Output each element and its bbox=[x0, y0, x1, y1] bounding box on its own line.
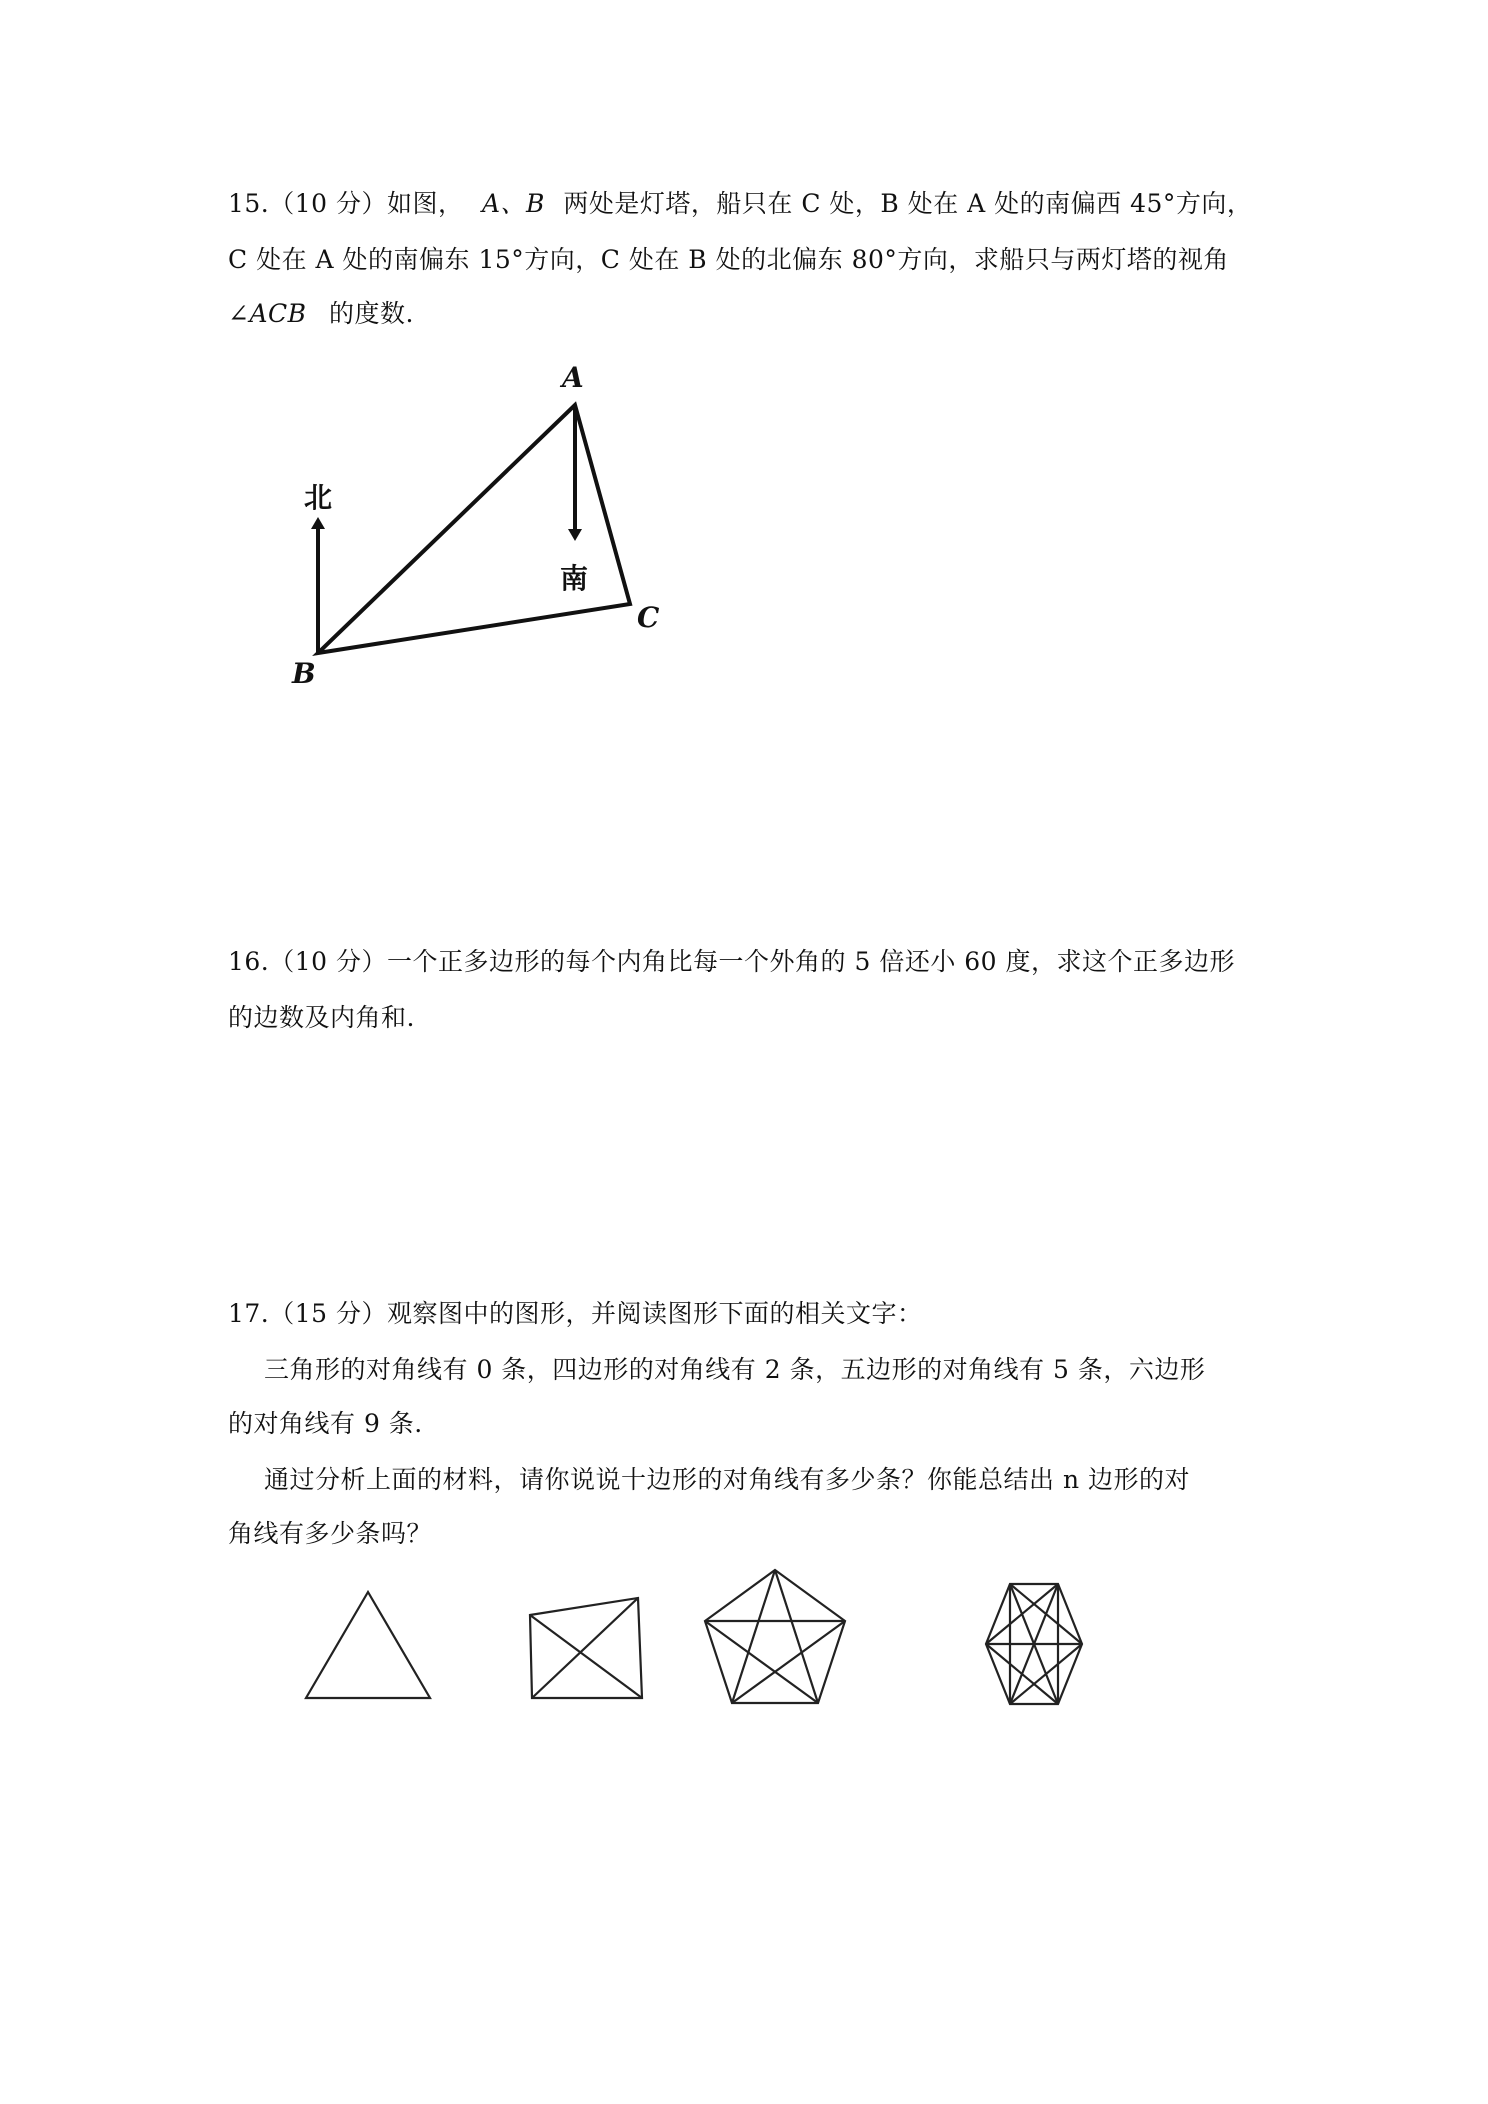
q15-line-3-rest: 的度数. bbox=[328, 299, 414, 328]
triangle-shape bbox=[306, 1592, 430, 1698]
q16-line-2: 的边数及内角和. bbox=[228, 1003, 415, 1032]
label-b: B bbox=[292, 657, 316, 690]
q16-line-1: 16.（10 分）一个正多边形的每个内角比每一个外角的 5 倍还小 60 度，求这个正多边形 bbox=[228, 947, 1236, 976]
q15-math-ab: A、B bbox=[481, 189, 545, 218]
q17-line-5: 角线有多少条吗？ bbox=[228, 1519, 433, 1548]
pentagon-shape bbox=[705, 1570, 845, 1703]
q15-number-and-points: 15.（10 分）如图， bbox=[228, 189, 464, 218]
q15-math-angle-acb: ∠ACB bbox=[228, 299, 307, 328]
q15-triangle-figure bbox=[280, 355, 700, 695]
q15-line-2: C 处在 A 处的南偏东 15°方向，C 处在 B 处的北偏东 80°方向，求船只与两灯塔的视角 bbox=[228, 245, 1229, 274]
q15-line-3 bbox=[228, 296, 414, 332]
q15-line-1-rest: 两处是灯塔，船只在 C 处，B 处在 A 处的南偏西 45°方向， bbox=[563, 189, 1253, 218]
label-north: 北 bbox=[304, 481, 333, 514]
quadrilateral-shape bbox=[530, 1598, 642, 1698]
q17-line-4: 通过分析上面的材料，请你说说十边形的对角线有多少条？你能总结出 n 边形的对 bbox=[264, 1465, 1190, 1494]
label-c: C bbox=[637, 601, 660, 634]
q17-line-3: 的对角线有 9 条. bbox=[228, 1409, 423, 1438]
hexagon-shape bbox=[986, 1584, 1082, 1704]
q17-line-1: 17.（15 分）观察图中的图形，并阅读图形下面的相关文字： bbox=[228, 1299, 923, 1328]
q15-line-1 bbox=[228, 186, 1252, 222]
q17-polygons-figure bbox=[290, 1560, 1150, 1730]
label-south: 南 bbox=[560, 562, 589, 595]
label-a: A bbox=[562, 361, 584, 394]
q17-line-2: 三角形的对角线有 0 条，四边形的对角线有 2 条，五边形的对角线有 5 条，六边形 bbox=[264, 1355, 1206, 1384]
triangle-abc bbox=[318, 405, 630, 653]
